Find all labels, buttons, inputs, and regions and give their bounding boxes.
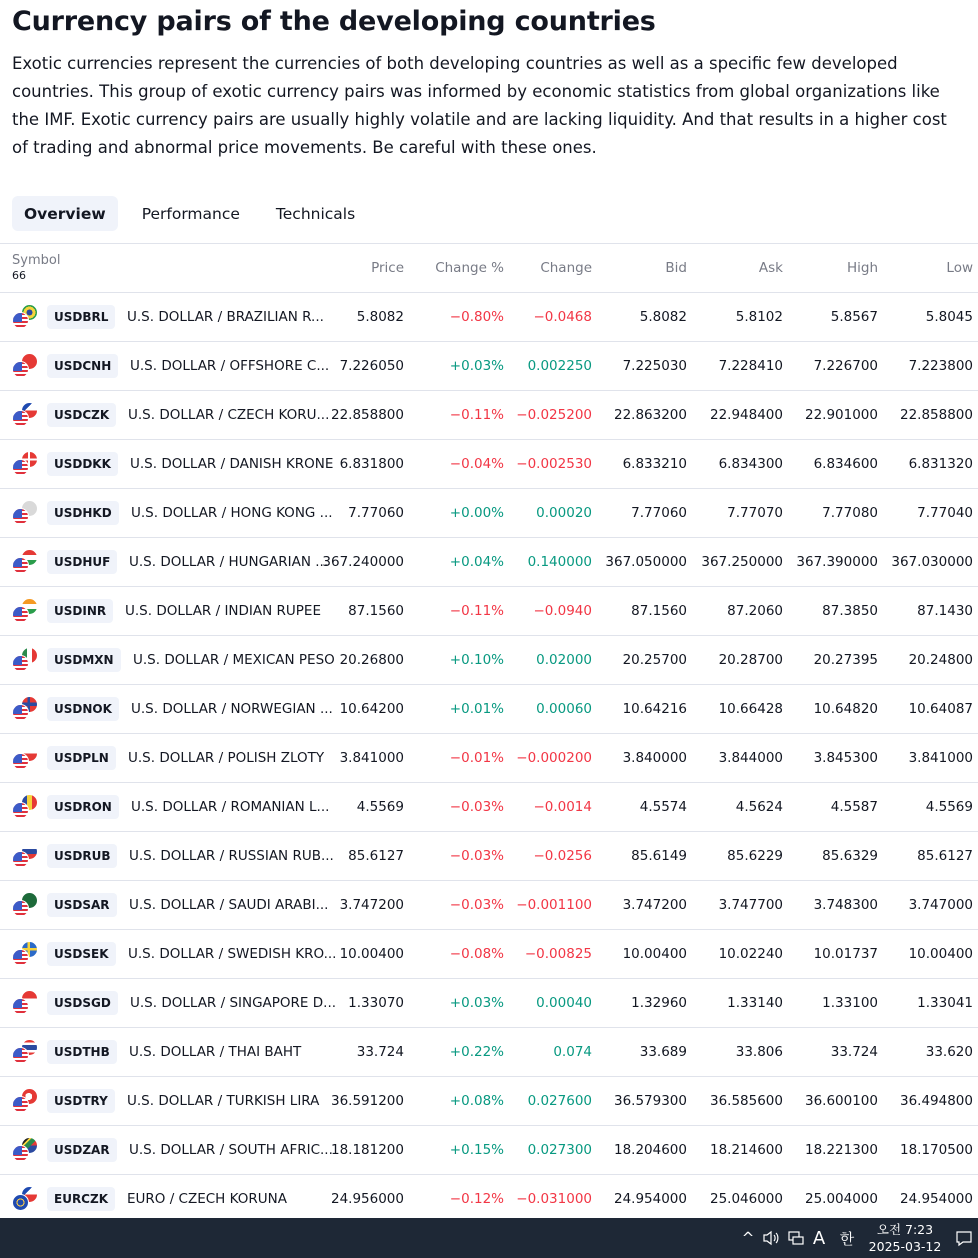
price-cell: 3.841000 bbox=[339, 750, 404, 766]
sweden-flag-icon bbox=[12, 942, 38, 966]
price-cell: 87.1560 bbox=[348, 603, 404, 619]
symbol-description: U.S. DOLLAR / DANISH KRONE bbox=[130, 456, 334, 472]
low-cell: 6.831320 bbox=[908, 456, 973, 472]
change-pct-cell: +0.15% bbox=[449, 1142, 504, 1158]
change-cell: 0.027600 bbox=[527, 1093, 592, 1109]
symbol-badge[interactable]: USDSEK bbox=[47, 942, 116, 966]
symbol-badge[interactable]: USDRUB bbox=[47, 844, 117, 868]
table-row[interactable] bbox=[0, 979, 978, 1028]
table-row[interactable] bbox=[0, 685, 978, 734]
bid-cell: 7.225030 bbox=[622, 358, 687, 374]
symbol-badge[interactable]: USDTRY bbox=[47, 1089, 115, 1113]
high-cell: 4.5587 bbox=[830, 799, 878, 815]
price-cell: 6.831800 bbox=[339, 456, 404, 472]
change-pct-cell: +0.03% bbox=[449, 995, 504, 1011]
table-row[interactable] bbox=[0, 1028, 978, 1077]
table-header-row bbox=[0, 243, 978, 293]
change-pct-cell: −0.11% bbox=[449, 603, 504, 619]
ask-cell: 3.747700 bbox=[718, 897, 783, 913]
ask-cell: 10.02240 bbox=[718, 946, 783, 962]
high-cell: 10.64820 bbox=[813, 701, 878, 717]
brazil-flag-icon bbox=[12, 305, 38, 329]
price-cell: 36.591200 bbox=[330, 1093, 404, 1109]
table-row[interactable] bbox=[0, 783, 978, 832]
ime-mode-indicator[interactable]: A bbox=[812, 1227, 826, 1249]
ask-cell: 1.33140 bbox=[727, 995, 783, 1011]
high-column-header[interactable]: High bbox=[846, 260, 878, 276]
ask-cell: 20.28700 bbox=[718, 652, 783, 668]
ask-cell: 25.046000 bbox=[709, 1191, 783, 1207]
change-pct-cell: −0.80% bbox=[449, 309, 504, 325]
currency-table bbox=[0, 243, 978, 1224]
symbol-description: U.S. DOLLAR / THAI BAHT bbox=[129, 1044, 302, 1060]
czech-flag-icon bbox=[12, 1187, 38, 1211]
low-cell: 85.6127 bbox=[917, 848, 973, 864]
symbol-description: U.S. DOLLAR / RUSSIAN RUB... bbox=[129, 848, 334, 864]
table-row[interactable] bbox=[0, 1126, 978, 1175]
change-pct-cell: −0.03% bbox=[449, 848, 504, 864]
change-cell: 0.02000 bbox=[536, 652, 592, 668]
price-cell: 3.747200 bbox=[339, 897, 404, 913]
price-cell: 5.8082 bbox=[356, 309, 404, 325]
price-cell: 85.6127 bbox=[348, 848, 404, 864]
ask-cell: 7.77070 bbox=[727, 505, 783, 521]
bid-cell: 36.579300 bbox=[613, 1093, 687, 1109]
high-cell: 7.226700 bbox=[813, 358, 878, 374]
bid-cell: 10.64216 bbox=[622, 701, 687, 717]
change-cell: −0.0014 bbox=[533, 799, 592, 815]
bid-cell: 6.833210 bbox=[622, 456, 687, 472]
symbol-description: U.S. DOLLAR / INDIAN RUPEE bbox=[125, 603, 321, 619]
table-row[interactable] bbox=[0, 636, 978, 685]
bid-cell: 3.840000 bbox=[622, 750, 687, 766]
change-pct-column-header[interactable]: Change % bbox=[435, 260, 504, 276]
ask-cell: 36.585600 bbox=[709, 1093, 783, 1109]
speaker-icon[interactable] bbox=[760, 1218, 782, 1258]
change-cell: 0.00040 bbox=[536, 995, 592, 1011]
saudi-flag-icon bbox=[12, 893, 38, 917]
base-currency-flag-icon bbox=[12, 1047, 29, 1064]
table-row[interactable] bbox=[0, 342, 978, 391]
ask-cell: 10.66428 bbox=[718, 701, 783, 717]
symbol-column-header[interactable] bbox=[12, 253, 60, 283]
romania-flag-icon bbox=[12, 795, 38, 819]
bid-cell: 18.204600 bbox=[613, 1142, 687, 1158]
price-cell: 22.858800 bbox=[330, 407, 404, 423]
bid-cell: 33.689 bbox=[639, 1044, 687, 1060]
high-cell: 3.845300 bbox=[813, 750, 878, 766]
low-cell: 3.747000 bbox=[908, 897, 973, 913]
show-hidden-icons-chevron-icon[interactable]: ^ bbox=[741, 1229, 755, 1247]
notification-center-icon[interactable] bbox=[953, 1218, 975, 1258]
symbol-description: U.S. DOLLAR / CZECH KORU... bbox=[128, 407, 330, 423]
change-column-header[interactable]: Change bbox=[540, 260, 592, 276]
tab-technicals[interactable]: Technicals bbox=[275, 204, 356, 223]
base-currency-flag-icon bbox=[12, 557, 29, 574]
change-pct-cell: +0.04% bbox=[449, 554, 504, 570]
change-pct-cell: −0.03% bbox=[449, 799, 504, 815]
symbol-count: 66 bbox=[12, 269, 26, 282]
change-pct-cell: −0.01% bbox=[449, 750, 504, 766]
high-cell: 36.600100 bbox=[804, 1093, 878, 1109]
price-cell: 7.77060 bbox=[348, 505, 404, 521]
ask-cell: 85.6229 bbox=[727, 848, 783, 864]
symbol-description: EURO / CZECH KORUNA bbox=[127, 1191, 287, 1207]
ask-cell: 22.948400 bbox=[709, 407, 783, 423]
high-cell: 1.33100 bbox=[822, 995, 878, 1011]
low-cell: 33.620 bbox=[925, 1044, 973, 1060]
change-pct-cell: +0.10% bbox=[449, 652, 504, 668]
bid-cell: 10.00400 bbox=[622, 946, 687, 962]
change-cell: −0.0468 bbox=[533, 309, 592, 325]
symbol-description: U.S. DOLLAR / TURKISH LIRA bbox=[127, 1093, 320, 1109]
table-row[interactable] bbox=[0, 930, 978, 979]
tab-performance[interactable]: Performance bbox=[141, 204, 240, 223]
high-cell: 3.748300 bbox=[813, 897, 878, 913]
base-currency-flag-icon bbox=[12, 1096, 29, 1113]
network-icon[interactable] bbox=[785, 1218, 807, 1258]
high-cell: 367.390000 bbox=[796, 554, 878, 570]
table-row[interactable] bbox=[0, 832, 978, 881]
base-currency-flag-icon bbox=[12, 606, 29, 623]
ime-language-indicator[interactable]: 한 bbox=[839, 1229, 855, 1248]
high-cell: 25.004000 bbox=[804, 1191, 878, 1207]
bid-cell: 367.050000 bbox=[605, 554, 687, 570]
symbol-badge[interactable]: USDZAR bbox=[47, 1138, 117, 1162]
symbol-badge[interactable]: USDRON bbox=[47, 795, 119, 819]
base-currency-flag-icon bbox=[12, 802, 29, 819]
change-cell: 0.002250 bbox=[527, 358, 592, 374]
low-cell: 18.170500 bbox=[899, 1142, 973, 1158]
change-pct-cell: −0.08% bbox=[449, 946, 504, 962]
base-currency-flag-icon bbox=[12, 1145, 29, 1162]
high-cell: 33.724 bbox=[830, 1044, 878, 1060]
symbol-description: U.S. DOLLAR / SWEDISH KRO... bbox=[128, 946, 337, 962]
ask-cell: 4.5624 bbox=[735, 799, 783, 815]
india-flag-icon bbox=[12, 599, 38, 623]
symbol-description: U.S. DOLLAR / MEXICAN PESO bbox=[133, 652, 335, 668]
change-cell: 0.074 bbox=[553, 1044, 592, 1060]
table-row[interactable] bbox=[0, 587, 978, 636]
change-pct-cell: −0.11% bbox=[449, 407, 504, 423]
table-row[interactable] bbox=[0, 538, 978, 587]
price-cell: 7.226050 bbox=[339, 358, 404, 374]
singapore-flag-icon bbox=[12, 991, 38, 1015]
low-cell: 20.24800 bbox=[908, 652, 973, 668]
change-pct-cell: +0.22% bbox=[449, 1044, 504, 1060]
table-row[interactable] bbox=[0, 489, 978, 538]
low-cell: 4.5569 bbox=[925, 799, 973, 815]
change-cell: 0.00060 bbox=[536, 701, 592, 717]
change-cell: −0.00825 bbox=[524, 946, 592, 962]
base-currency-flag-icon bbox=[12, 312, 29, 329]
bid-cell: 7.77060 bbox=[631, 505, 687, 521]
symbol-description: U.S. DOLLAR / NORWEGIAN ... bbox=[131, 701, 333, 717]
ask-cell: 6.834300 bbox=[718, 456, 783, 472]
bid-column-header[interactable]: Bid bbox=[665, 260, 687, 276]
ask-cell: 5.8102 bbox=[735, 309, 783, 325]
bid-cell: 4.5574 bbox=[639, 799, 687, 815]
windows-taskbar bbox=[0, 1218, 978, 1258]
tab-overview[interactable]: Overview bbox=[12, 196, 118, 231]
base-currency-flag-icon bbox=[12, 998, 29, 1015]
bid-cell: 5.8082 bbox=[639, 309, 687, 325]
symbol-badge[interactable]: USDNOK bbox=[47, 697, 119, 721]
change-pct-cell: +0.03% bbox=[449, 358, 504, 374]
low-cell: 1.33041 bbox=[917, 995, 973, 1011]
symbol-description: U.S. DOLLAR / HONG KONG ... bbox=[131, 505, 333, 521]
symbol-description: U.S. DOLLAR / SOUTH AFRIC... bbox=[129, 1142, 333, 1158]
poland-flag-icon bbox=[12, 746, 38, 770]
table-row[interactable] bbox=[0, 293, 978, 342]
high-cell: 7.77080 bbox=[822, 505, 878, 521]
table-row[interactable] bbox=[0, 440, 978, 489]
high-cell: 22.901000 bbox=[804, 407, 878, 423]
symbol-description: U.S. DOLLAR / SAUDI ARABI... bbox=[129, 897, 329, 913]
page-description: Exotic currencies represent the currencies of both developing countries as well as a specific few developed countries. This group of exotic currency pairs was informed by economic statistics from global organizations like the IMF. Exotic currency pairs are usually highly volatile and are lacking liquidity. And that results in a higher cost of trading and abnormal price movements. Be careful with these ones. bbox=[12, 54, 947, 157]
low-cell: 22.858800 bbox=[899, 407, 973, 423]
ask-cell: 18.214600 bbox=[709, 1142, 783, 1158]
symbol-badge[interactable]: USDDKK bbox=[47, 452, 118, 476]
price-cell: 367.240000 bbox=[322, 554, 404, 570]
change-cell: −0.000200 bbox=[516, 750, 592, 766]
base-currency-flag-icon bbox=[12, 459, 29, 476]
base-currency-flag-icon bbox=[12, 949, 29, 966]
change-pct-cell: +0.01% bbox=[449, 701, 504, 717]
low-cell: 24.954000 bbox=[899, 1191, 973, 1207]
bid-cell: 85.6149 bbox=[631, 848, 687, 864]
change-pct-cell: −0.03% bbox=[449, 897, 504, 913]
low-cell: 10.00400 bbox=[908, 946, 973, 962]
base-currency-flag-icon bbox=[12, 655, 29, 672]
clock-date: 2025-03-12 bbox=[868, 1239, 942, 1254]
symbol-description: U.S. DOLLAR / ROMANIAN L... bbox=[131, 799, 330, 815]
symbol-badge[interactable]: USDSGD bbox=[47, 991, 118, 1015]
change-cell: 0.00020 bbox=[536, 505, 592, 521]
symbol-badge[interactable]: USDPLN bbox=[47, 746, 116, 770]
ask-cell: 3.844000 bbox=[718, 750, 783, 766]
price-cell: 1.33070 bbox=[348, 995, 404, 1011]
low-column-header[interactable]: Low bbox=[946, 260, 973, 276]
change-pct-cell: +0.08% bbox=[449, 1093, 504, 1109]
change-cell: −0.002530 bbox=[516, 456, 592, 472]
ask-cell: 367.250000 bbox=[701, 554, 783, 570]
taskbar-clock[interactable] bbox=[862, 1221, 948, 1255]
symbol-badge[interactable]: EURCZK bbox=[47, 1187, 115, 1211]
czech-flag-icon bbox=[12, 403, 38, 427]
ask-cell: 87.2060 bbox=[727, 603, 783, 619]
symbol-badge[interactable]: USDTHB bbox=[47, 1040, 117, 1064]
symbol-badge[interactable]: USDHUF bbox=[47, 550, 117, 574]
ask-cell: 7.228410 bbox=[718, 358, 783, 374]
base-currency-flag-icon bbox=[12, 704, 29, 721]
price-column-header[interactable]: Price bbox=[371, 260, 404, 276]
symbol-badge[interactable]: USDCZK bbox=[47, 403, 116, 427]
change-cell: −0.0940 bbox=[533, 603, 592, 619]
change-pct-cell: +0.00% bbox=[449, 505, 504, 521]
symbol-description: U.S. DOLLAR / POLISH ZLOTY bbox=[128, 750, 325, 766]
symbol-badge[interactable]: USDSAR bbox=[47, 893, 117, 917]
symbol-description: U.S. DOLLAR / SINGAPORE D... bbox=[130, 995, 337, 1011]
symbol-description: U.S. DOLLAR / OFFSHORE C... bbox=[130, 358, 330, 374]
table-row[interactable] bbox=[0, 391, 978, 440]
bid-cell: 22.863200 bbox=[613, 407, 687, 423]
base-currency-flag-icon bbox=[12, 508, 29, 525]
symbol-description: U.S. DOLLAR / HUNGARIAN ... bbox=[129, 554, 329, 570]
symbol-badge[interactable]: USDHKD bbox=[47, 501, 119, 525]
high-cell: 10.01737 bbox=[813, 946, 878, 962]
symbol-badge[interactable]: USDCNH bbox=[47, 354, 118, 378]
page-title: Currency pairs of the developing countries bbox=[12, 6, 656, 37]
base-currency-flag-icon bbox=[12, 900, 29, 917]
ask-column-header[interactable]: Ask bbox=[758, 260, 783, 276]
hungary-flag-icon bbox=[12, 550, 38, 574]
change-pct-cell: −0.12% bbox=[449, 1191, 504, 1207]
bid-cell: 1.32960 bbox=[631, 995, 687, 1011]
price-cell: 10.64200 bbox=[339, 701, 404, 717]
china-flag-icon bbox=[12, 354, 38, 378]
low-cell: 36.494800 bbox=[899, 1093, 973, 1109]
bid-cell: 87.1560 bbox=[631, 603, 687, 619]
high-cell: 18.221300 bbox=[804, 1142, 878, 1158]
change-cell: −0.0256 bbox=[533, 848, 592, 864]
clock-time: 오전 7:23 bbox=[876, 1222, 934, 1237]
tab-bar bbox=[12, 196, 379, 231]
hongkong-flag-icon bbox=[12, 501, 38, 525]
change-cell: 0.140000 bbox=[527, 554, 592, 570]
norway-flag-icon bbox=[12, 697, 38, 721]
high-cell: 85.6329 bbox=[822, 848, 878, 864]
low-cell: 87.1430 bbox=[917, 603, 973, 619]
symbol-description: U.S. DOLLAR / BRAZILIAN R... bbox=[127, 309, 324, 325]
high-cell: 20.27395 bbox=[813, 652, 878, 668]
base-currency-flag-icon bbox=[12, 361, 29, 378]
change-pct-cell: −0.04% bbox=[449, 456, 504, 472]
change-cell: 0.027300 bbox=[527, 1142, 592, 1158]
base-currency-flag-icon bbox=[12, 1194, 29, 1211]
table-row[interactable] bbox=[0, 881, 978, 930]
low-cell: 5.8045 bbox=[925, 309, 973, 325]
base-currency-flag-icon bbox=[12, 851, 29, 868]
low-cell: 7.223800 bbox=[908, 358, 973, 374]
thailand-flag-icon bbox=[12, 1040, 38, 1064]
mexico-flag-icon bbox=[12, 648, 38, 672]
price-cell: 4.5569 bbox=[356, 799, 404, 815]
russia-flag-icon bbox=[12, 844, 38, 868]
price-cell: 33.724 bbox=[356, 1044, 404, 1060]
table-row[interactable] bbox=[0, 1077, 978, 1126]
price-cell: 10.00400 bbox=[339, 946, 404, 962]
change-cell: −0.025200 bbox=[516, 407, 592, 423]
low-cell: 3.841000 bbox=[908, 750, 973, 766]
change-cell: −0.001100 bbox=[516, 897, 592, 913]
high-cell: 87.3850 bbox=[822, 603, 878, 619]
denmark-flag-icon bbox=[12, 452, 38, 476]
base-currency-flag-icon bbox=[12, 410, 29, 427]
price-cell: 20.26800 bbox=[339, 652, 404, 668]
price-cell: 24.956000 bbox=[330, 1191, 404, 1207]
price-cell: 18.181200 bbox=[330, 1142, 404, 1158]
table-row[interactable] bbox=[0, 1175, 978, 1224]
low-cell: 10.64087 bbox=[908, 701, 973, 717]
table-body bbox=[0, 293, 978, 1224]
high-cell: 5.8567 bbox=[830, 309, 878, 325]
bid-cell: 24.954000 bbox=[613, 1191, 687, 1207]
symbol-header-label: Symbol bbox=[12, 253, 61, 268]
low-cell: 367.030000 bbox=[891, 554, 973, 570]
symbol-badge[interactable]: USDBRL bbox=[47, 305, 115, 329]
high-cell: 6.834600 bbox=[813, 456, 878, 472]
base-currency-flag-icon bbox=[12, 753, 29, 770]
symbol-badge[interactable]: USDINR bbox=[47, 599, 113, 623]
southafrica-flag-icon bbox=[12, 1138, 38, 1162]
low-cell: 7.77040 bbox=[917, 505, 973, 521]
symbol-badge[interactable]: USDMXN bbox=[47, 648, 121, 672]
table-row[interactable] bbox=[0, 734, 978, 783]
ask-cell: 33.806 bbox=[735, 1044, 783, 1060]
turkey-flag-icon bbox=[12, 1089, 38, 1113]
bid-cell: 3.747200 bbox=[622, 897, 687, 913]
bid-cell: 20.25700 bbox=[622, 652, 687, 668]
change-cell: −0.031000 bbox=[516, 1191, 592, 1207]
